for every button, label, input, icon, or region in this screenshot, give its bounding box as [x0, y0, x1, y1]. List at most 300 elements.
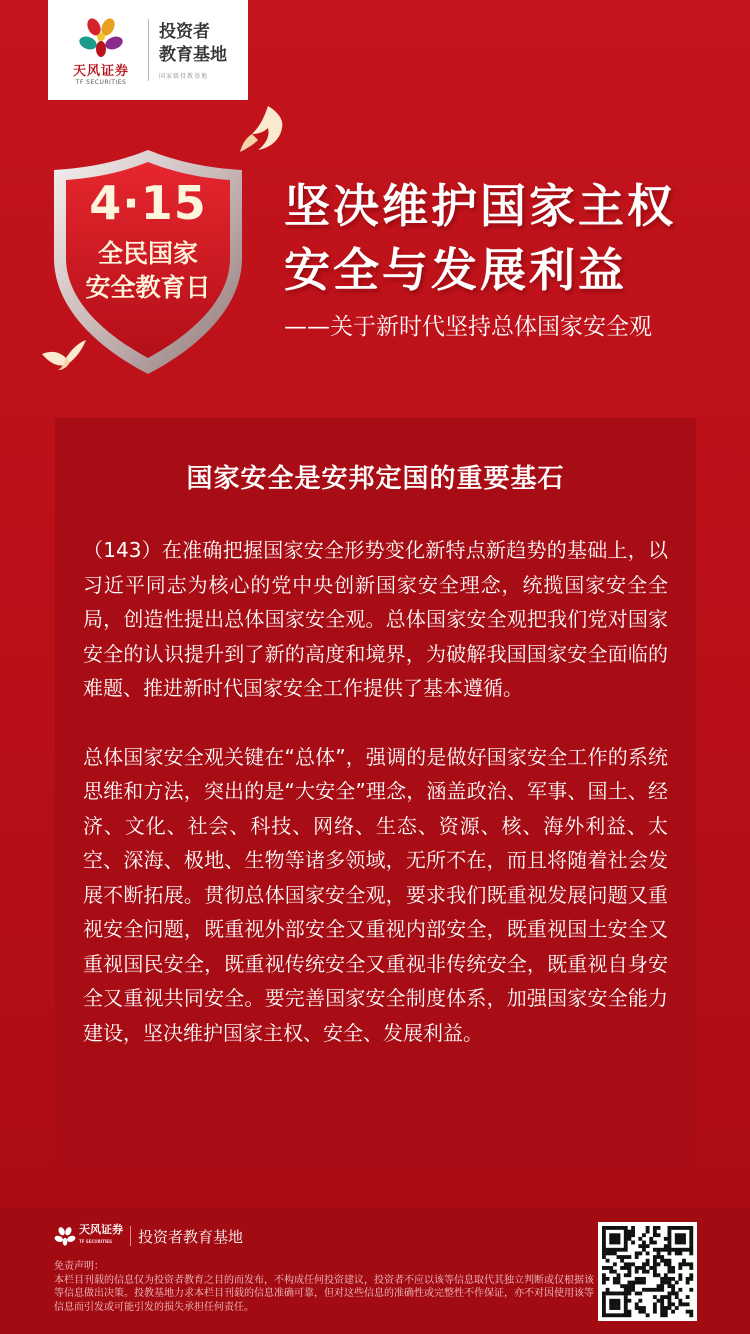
qr-module [668, 1259, 672, 1263]
qr-module [653, 1230, 657, 1234]
qr-module [646, 1270, 650, 1274]
qr-module [657, 1255, 661, 1259]
qr-module [627, 1270, 631, 1274]
qr-module [638, 1237, 642, 1241]
qr-module [675, 1306, 679, 1310]
qr-module [606, 1288, 610, 1292]
qr-module [686, 1248, 690, 1252]
qr-module [668, 1281, 672, 1285]
qr-module [657, 1284, 661, 1288]
qr-module [638, 1281, 642, 1285]
qr-module [602, 1273, 606, 1277]
headline-line1: 坚决维护国家主权 [284, 179, 676, 233]
qr-module [609, 1313, 613, 1317]
qr-module [678, 1233, 682, 1237]
qr-module [602, 1306, 606, 1310]
qr-module [689, 1262, 693, 1266]
qr-module [613, 1233, 617, 1237]
qr-module [660, 1302, 664, 1306]
qr-module [631, 1233, 635, 1237]
qr-module [682, 1226, 686, 1230]
qr-module [617, 1277, 621, 1281]
flower-logo-icon [78, 15, 124, 59]
qr-module [668, 1237, 672, 1241]
qr-module [635, 1302, 639, 1306]
qr-module [678, 1251, 682, 1255]
qr-module [627, 1313, 631, 1317]
qr-module [602, 1244, 606, 1248]
qr-module [635, 1306, 639, 1310]
qr-module [642, 1244, 646, 1248]
qr-module [682, 1248, 686, 1252]
qr-module [664, 1281, 668, 1285]
footer-divider [130, 1226, 131, 1246]
qr-module [617, 1233, 621, 1237]
qr-module [653, 1273, 657, 1277]
qr-module [624, 1226, 628, 1230]
qr-module [613, 1306, 617, 1310]
qr-module [671, 1302, 675, 1306]
qr-module [642, 1248, 646, 1252]
qr-module [660, 1255, 664, 1259]
qr-module [624, 1262, 628, 1266]
article-panel [55, 418, 696, 1168]
qr-module [617, 1299, 621, 1303]
qr-module [638, 1292, 642, 1296]
qr-module [642, 1277, 646, 1281]
qr-module [689, 1237, 693, 1241]
qr-module [602, 1313, 606, 1317]
qr-module [620, 1248, 624, 1252]
qr-module [664, 1237, 668, 1241]
qr-module [675, 1233, 679, 1237]
qr-module [627, 1299, 631, 1303]
qr-module [642, 1233, 646, 1237]
qr-module [602, 1281, 606, 1285]
qr-module [602, 1302, 606, 1306]
qr-module [638, 1299, 642, 1303]
qr-module [675, 1292, 679, 1296]
qr-module [689, 1226, 693, 1230]
qr-module [675, 1281, 679, 1285]
qr-module [646, 1226, 650, 1230]
qr-module [602, 1251, 606, 1255]
qr-module [671, 1248, 675, 1252]
qr-module [668, 1241, 672, 1245]
qr-module [602, 1266, 606, 1270]
qr-module [678, 1299, 682, 1303]
qr-module [678, 1302, 682, 1306]
qr-module [617, 1313, 621, 1317]
qr-module [678, 1237, 682, 1241]
qr-module [602, 1277, 606, 1281]
qr-module [682, 1302, 686, 1306]
badge-date: 4·15 [89, 176, 207, 230]
qr-module [660, 1310, 664, 1314]
qr-module [653, 1288, 657, 1292]
qr-module [682, 1262, 686, 1266]
qr-module [668, 1248, 672, 1252]
qr-module [609, 1237, 613, 1241]
qr-module [602, 1310, 606, 1314]
qr-module [642, 1281, 646, 1285]
qr-module [642, 1288, 646, 1292]
security-day-badge [48, 148, 248, 376]
qr-module [657, 1299, 661, 1303]
qr-module [657, 1251, 661, 1255]
qr-module [631, 1226, 635, 1230]
qr-module [620, 1255, 624, 1259]
qr-module [642, 1266, 646, 1270]
qr-module [668, 1262, 672, 1266]
qr-module [660, 1259, 664, 1263]
qr-module [675, 1226, 679, 1230]
qr-module [627, 1262, 631, 1266]
qr-module [671, 1277, 675, 1281]
qr-module [606, 1248, 610, 1252]
qr-module [624, 1306, 628, 1310]
qr-module [649, 1237, 653, 1241]
qr-module [675, 1295, 679, 1299]
qr-module [646, 1288, 650, 1292]
qr-module [660, 1277, 664, 1281]
qr-module [627, 1292, 631, 1296]
qr-module [686, 1295, 690, 1299]
qr-module [624, 1299, 628, 1303]
logo-brand-english: TF SECURITIES [75, 78, 127, 86]
qr-module [624, 1313, 628, 1317]
qr-module [653, 1226, 657, 1230]
qr-module [613, 1241, 617, 1245]
badge-line1: 全民国家 [97, 239, 198, 268]
qr-module [660, 1284, 664, 1288]
qr-module [689, 1248, 693, 1252]
qr-module [649, 1288, 653, 1292]
footer-title: 投资者教育基地 [138, 1227, 244, 1246]
qr-module [653, 1241, 657, 1245]
qr-module [660, 1248, 664, 1252]
qr-module [642, 1306, 646, 1310]
qr-module [627, 1233, 631, 1237]
qr-module [689, 1244, 693, 1248]
qr-module [609, 1226, 613, 1230]
qr-module [624, 1273, 628, 1277]
qr-module [613, 1248, 617, 1252]
qr-module [635, 1270, 639, 1274]
qr-module [649, 1266, 653, 1270]
qr-module [602, 1241, 606, 1245]
qr-module [664, 1277, 668, 1281]
qr-module [624, 1230, 628, 1234]
qr-module [609, 1248, 613, 1252]
qr-module [668, 1306, 672, 1310]
qr-module [635, 1251, 639, 1255]
article-paragraph: 总体国家安全观关键在“总体”，强调的是做好国家安全工作的系统思维和方法，突出的是“大安全”理念，涵盖政治、军事、国土、经济、文化、社会、科技、网络、生态、资源、核、海外利益、太空、深海、极地、生物等诸多领域，无所不在，而且将随着社会发展不断拓展。贯彻总体国家安全观，要求我们既重视发展问题又重视安全问题，既重视外部安全又重视内部安全，既重视国土安全又重视国民安全，既重视传统安全又重视非传统安全，既重视自身安全又重视共同安全。要完善国家安全制度体系，加强国家安全能力建设，坚决维护国家主权、安全、发展利益。 [83, 744, 668, 1045]
qr-module [624, 1266, 628, 1270]
qr-module [617, 1226, 621, 1230]
qr-module [635, 1292, 639, 1296]
qr-module [682, 1241, 686, 1245]
qr-module [678, 1262, 682, 1266]
qr-module [627, 1273, 631, 1277]
qr-module [653, 1295, 657, 1299]
footer-brand-name: 天风证券 [79, 1223, 123, 1236]
qr-module [609, 1292, 613, 1296]
headline-line2: 安全与发展利益 [284, 243, 627, 297]
qr-module [664, 1313, 668, 1317]
headline-subtitle: ——关于新时代坚持总体国家安全观 [284, 314, 652, 340]
qr-module [668, 1302, 672, 1306]
qr-module [627, 1310, 631, 1314]
flower-logo-icon [54, 1225, 76, 1247]
qr-module [678, 1226, 682, 1230]
qr-module [653, 1255, 657, 1259]
qr-module [635, 1281, 639, 1285]
qr-module [682, 1259, 686, 1263]
qr-module [631, 1288, 635, 1292]
qr-module [660, 1313, 664, 1317]
qr-module [620, 1284, 624, 1288]
qr-module [631, 1262, 635, 1266]
qr-module [602, 1292, 606, 1296]
qr-module [653, 1259, 657, 1263]
qr-module [627, 1266, 631, 1270]
qr-module [613, 1302, 617, 1306]
qr-module [642, 1310, 646, 1314]
qr-module [653, 1262, 657, 1266]
qr-module [617, 1273, 621, 1277]
qr-module [668, 1244, 672, 1248]
qr-module [613, 1313, 617, 1317]
qr-module [689, 1277, 693, 1281]
qr-module [606, 1266, 610, 1270]
qr-module [660, 1295, 664, 1299]
qr-module [664, 1306, 668, 1310]
qr-module [631, 1230, 635, 1234]
qr-module [671, 1288, 675, 1292]
qr-module [653, 1233, 657, 1237]
qr-module [653, 1306, 657, 1310]
qr-module [689, 1288, 693, 1292]
qr-module [620, 1226, 624, 1230]
qr-module [660, 1299, 664, 1303]
qr-module [606, 1313, 610, 1317]
qr-module [686, 1226, 690, 1230]
qr-module [613, 1277, 617, 1281]
qr-module [671, 1310, 675, 1314]
qr-module [668, 1284, 672, 1288]
qr-module [668, 1292, 672, 1296]
qr-module [671, 1226, 675, 1230]
qr-module [638, 1310, 642, 1314]
qr-module [678, 1273, 682, 1277]
logo-brand-name: 天风证券 [72, 63, 129, 79]
qr-module [671, 1284, 675, 1288]
qr-module [624, 1284, 628, 1288]
qr-module [617, 1255, 621, 1259]
qr-module [638, 1277, 642, 1281]
qr-module [613, 1237, 617, 1241]
qr-module [653, 1302, 657, 1306]
qr-module [609, 1251, 613, 1255]
qr-module [686, 1302, 690, 1306]
qr-module [668, 1233, 672, 1237]
qr-module [631, 1241, 635, 1245]
qr-module [602, 1299, 606, 1303]
qr-module [624, 1244, 628, 1248]
qr-module [617, 1292, 621, 1296]
qr-module [668, 1226, 672, 1230]
qr-module [682, 1233, 686, 1237]
qr-module [613, 1262, 617, 1266]
qr-module [638, 1251, 642, 1255]
qr-module [624, 1241, 628, 1245]
qr-module [686, 1262, 690, 1266]
qr-module [664, 1295, 668, 1299]
qr-module [624, 1248, 628, 1252]
qr-module [678, 1241, 682, 1245]
qr-module [668, 1251, 672, 1255]
qr-module [620, 1259, 624, 1263]
qr-module [606, 1251, 610, 1255]
brand-logo [62, 15, 140, 86]
qr-module [678, 1288, 682, 1292]
qr-module [613, 1226, 617, 1230]
qr-module [689, 1233, 693, 1237]
qr-module [689, 1310, 693, 1314]
qr-module [602, 1237, 606, 1241]
qr-module [657, 1273, 661, 1277]
qr-module [646, 1244, 650, 1248]
qr-module [624, 1255, 628, 1259]
qr-module [678, 1266, 682, 1270]
qr-module [668, 1299, 672, 1303]
qr-module [620, 1313, 624, 1317]
qr-module [642, 1241, 646, 1245]
qr-module [646, 1259, 650, 1263]
qr-module [664, 1310, 668, 1314]
qr-module [657, 1233, 661, 1237]
qr-module [653, 1248, 657, 1252]
qr-module [653, 1270, 657, 1274]
qr-module [649, 1241, 653, 1245]
qr-module [606, 1277, 610, 1281]
qr-module [675, 1248, 679, 1252]
qr-module [664, 1244, 668, 1248]
qr-module [609, 1241, 613, 1245]
qr-module [602, 1255, 606, 1259]
badge-line2: 安全教育日 [85, 273, 211, 302]
footer-logo [54, 1224, 243, 1248]
qr-module [657, 1262, 661, 1266]
qr-module [635, 1255, 639, 1259]
qr-module [609, 1302, 613, 1306]
qr-module [635, 1266, 639, 1270]
qr-module [627, 1288, 631, 1292]
qr-module [627, 1237, 631, 1241]
qr-module [606, 1226, 610, 1230]
qr-module [609, 1306, 613, 1310]
qr-module [613, 1281, 617, 1285]
qr-module [668, 1295, 672, 1299]
qr-module [660, 1288, 664, 1292]
qr-module [602, 1230, 606, 1234]
qr-module [627, 1281, 631, 1285]
article-title: 国家安全是安邦定国的重要基石 [186, 464, 565, 494]
disclaimer-text: 本栏目刊载的信息仅为投资者教育之目的而发布，不构成任何投资建议，投资者不应以该等信息取代其独立判断或仅根据该等信息做出决策。投教基地力求本栏目刊载的信息准确可靠，但对这些信息的准确性或完整性不作保证，亦不对因使用该等信息而引发或可能引发的损失承担任何责任。 [54, 1274, 594, 1313]
qr-module [617, 1281, 621, 1285]
qr-module [613, 1299, 617, 1303]
disclaimer-label: 免责声明： [54, 1261, 104, 1272]
qr-module [646, 1313, 650, 1317]
qr-module [675, 1251, 679, 1255]
qr-module [642, 1262, 646, 1266]
qr-code-image [598, 1222, 697, 1321]
qr-module [609, 1266, 613, 1270]
qr-module [606, 1292, 610, 1296]
qr-module [675, 1237, 679, 1241]
qr-module [627, 1255, 631, 1259]
qr-module [638, 1244, 642, 1248]
qr-module [638, 1306, 642, 1310]
qr-module [617, 1241, 621, 1245]
qr-module [682, 1237, 686, 1241]
qr-module [624, 1292, 628, 1296]
qr-module [689, 1230, 693, 1234]
qr-module [646, 1230, 650, 1234]
qr-module [617, 1306, 621, 1310]
qr-module [664, 1273, 668, 1277]
qr-module [602, 1226, 606, 1230]
qr-module [675, 1241, 679, 1245]
qr-module [664, 1259, 668, 1263]
qr-module [686, 1281, 690, 1285]
qr-module [671, 1292, 675, 1296]
qr-module [689, 1313, 693, 1317]
qr-module [602, 1248, 606, 1252]
qr-module [646, 1251, 650, 1255]
qr-module [646, 1262, 650, 1266]
qr-module [627, 1230, 631, 1234]
qr-module [689, 1251, 693, 1255]
qr-module [642, 1270, 646, 1274]
qr-module [671, 1266, 675, 1270]
qr-module [660, 1281, 664, 1285]
brand-logo-card [48, 0, 248, 100]
qr-module [664, 1248, 668, 1252]
qr-module [668, 1277, 672, 1281]
qr-module [624, 1310, 628, 1314]
qr-module [664, 1262, 668, 1266]
qr-module [609, 1233, 613, 1237]
qr-module [624, 1233, 628, 1237]
headline-block [284, 174, 724, 341]
qr-module [635, 1277, 639, 1281]
qr-module [613, 1251, 617, 1255]
qr-module [689, 1241, 693, 1245]
qr-module [617, 1248, 621, 1252]
qr-module [617, 1237, 621, 1241]
qr-module [613, 1292, 617, 1296]
qr-module [657, 1248, 661, 1252]
logo-subtitle: 国家级投教基地 [159, 72, 209, 80]
qr-module [678, 1248, 682, 1252]
qr-module [627, 1284, 631, 1288]
qr-module [609, 1270, 613, 1274]
qr-module [609, 1299, 613, 1303]
qr-module [678, 1277, 682, 1281]
qr-module [624, 1295, 628, 1299]
